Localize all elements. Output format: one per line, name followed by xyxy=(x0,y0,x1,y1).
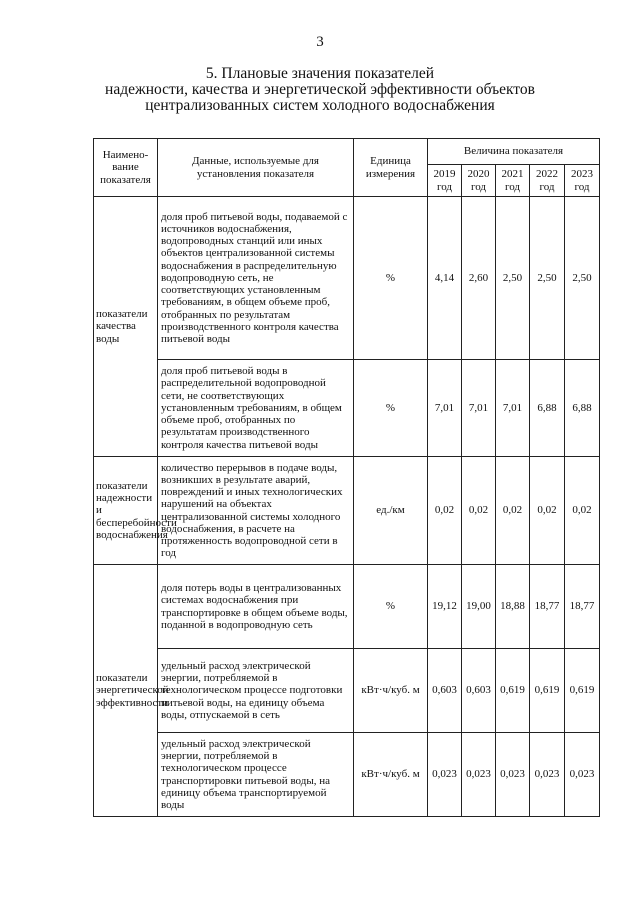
header-year: 2019 год xyxy=(428,165,462,197)
group-name: показатели энергетической эффективности xyxy=(94,565,158,817)
row-data: доля потерь воды в централизованных системах водоснабжения при транспортировке в общем объеме воды, поданной в водопроводную сеть xyxy=(158,565,354,649)
header-year: 2023 год xyxy=(565,165,600,197)
header-value-group: Величина показателя xyxy=(428,139,600,165)
value-2021: 18,88 xyxy=(496,565,530,649)
title-line: централизованных систем холодного водоснабжения xyxy=(145,97,495,114)
row-unit: кВт·ч/куб. м xyxy=(354,649,428,733)
table-row xyxy=(94,565,600,649)
value-2022: 2,50 xyxy=(530,197,565,360)
value-2023: 0,023 xyxy=(565,733,600,817)
value-2023: 2,50 xyxy=(565,197,600,360)
value-2023: 0,02 xyxy=(565,457,600,565)
value-2021: 7,01 xyxy=(496,360,530,457)
group-name: показатели качества воды xyxy=(94,197,158,457)
header-unit: Единица измерения xyxy=(354,139,428,197)
row-unit: % xyxy=(354,197,428,360)
value-2019: 0,603 xyxy=(428,649,462,733)
value-2020: 7,01 xyxy=(462,360,496,457)
value-2020: 0,02 xyxy=(462,457,496,565)
row-unit: % xyxy=(354,565,428,649)
row-data: удельный расход электрической энергии, потребляемой в технологическом процессе подготовки питьевой воды, на единицу объема воды, отпускаемой в сеть xyxy=(158,649,354,733)
row-unit: ед./км xyxy=(354,457,428,565)
title-line: 5. Плановые значения показателей xyxy=(205,65,435,82)
document-title xyxy=(0,66,640,114)
value-2019: 0,02 xyxy=(428,457,462,565)
row-unit: % xyxy=(354,360,428,457)
header-year: 2020 год xyxy=(462,165,496,197)
value-2020: 19,00 xyxy=(462,565,496,649)
value-2021: 0,619 xyxy=(496,649,530,733)
value-2023: 18,77 xyxy=(565,565,600,649)
value-2019: 19,12 xyxy=(428,565,462,649)
header-year: 2021 год xyxy=(496,165,530,197)
header-year: 2022 год xyxy=(530,165,565,197)
row-unit: кВт·ч/куб. м xyxy=(354,733,428,817)
title-line: надежности, качества и энергетической эффективности объектов xyxy=(105,81,535,98)
row-data: доля проб питьевой воды, подаваемой с источников водоснабжения, водопроводных станций или иных объектов централизованной системы водоснабжения в распределительную водопроводную сеть, не соответствующих установленным требованиям, в общем объеме проб, отобранных по результатам производственного контроля качества питьевой воды xyxy=(158,197,354,360)
value-2019: 4,14 xyxy=(428,197,462,360)
table-row xyxy=(94,197,600,360)
table-row xyxy=(94,360,600,457)
table-row xyxy=(94,733,600,817)
value-2021: 0,02 xyxy=(496,457,530,565)
value-2021: 0,023 xyxy=(496,733,530,817)
row-data: доля проб питьевой воды в распределительной водопроводной сети, не соответствующих установленным требованиям, в общем объеме проб, отобранных по результатам производственного контроля качества питьевой воды xyxy=(158,360,354,457)
page-number: 3 xyxy=(316,34,324,50)
indicators-table xyxy=(93,138,600,817)
row-data: количество перерывов в подаче воды, возникших в результате аварий, повреждений и иных технологических нарушений на объектах централизованной системы холодного водоснабжения, в расчете на протяженность водопроводной сети в год xyxy=(158,457,354,565)
value-2020: 2,60 xyxy=(462,197,496,360)
value-2022: 6,88 xyxy=(530,360,565,457)
header-data: Данные, используемые для установления показателя xyxy=(158,139,354,197)
value-2022: 0,023 xyxy=(530,733,565,817)
value-2022: 0,02 xyxy=(530,457,565,565)
value-2022: 0,619 xyxy=(530,649,565,733)
value-2021: 2,50 xyxy=(496,197,530,360)
table-row xyxy=(94,457,600,565)
value-2022: 18,77 xyxy=(530,565,565,649)
table-row xyxy=(94,649,600,733)
value-2019: 7,01 xyxy=(428,360,462,457)
value-2020: 0,603 xyxy=(462,649,496,733)
row-data: удельный расход электрической энергии, потребляемой в технологическом процессе транспортировки питьевой воды, на единицу объема транспортируемой воды xyxy=(158,733,354,817)
value-2020: 0,023 xyxy=(462,733,496,817)
value-2023: 6,88 xyxy=(565,360,600,457)
header-name: Наимено-вание показателя xyxy=(94,139,158,197)
group-name: показатели надежности и бесперебойности водоснабжения xyxy=(94,457,158,565)
value-2019: 0,023 xyxy=(428,733,462,817)
value-2023: 0,619 xyxy=(565,649,600,733)
